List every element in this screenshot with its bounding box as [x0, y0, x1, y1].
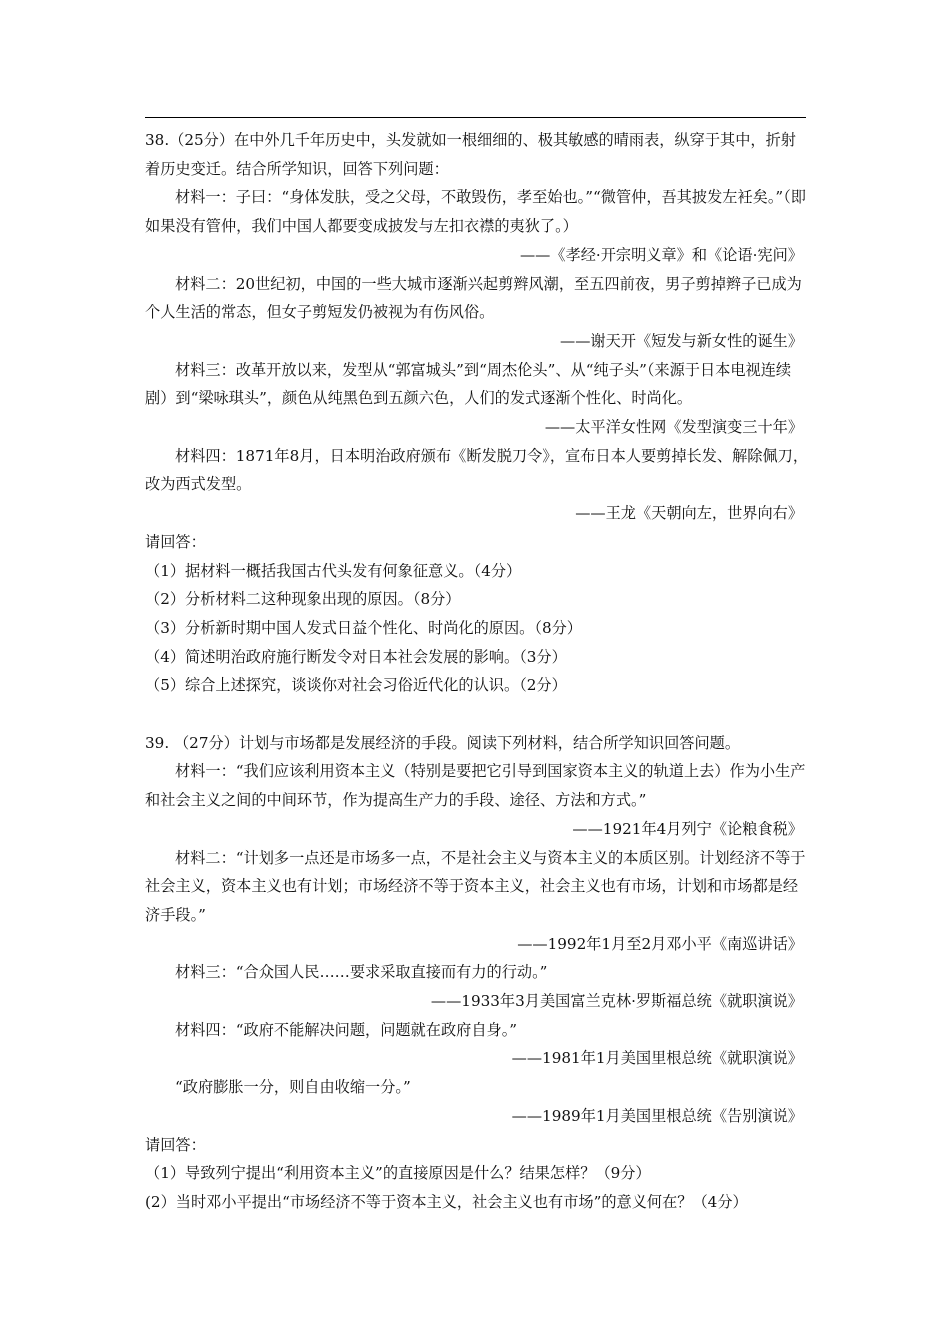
q38-stem: 38.（25分）在中外几千年历史中，头发就如一根细细的、极其敏感的晴雨表，纵穿于其中，折射着历史变迁。结合所学知识，回答下列问题： — [145, 131, 796, 178]
q39-material-4-quote-2: “政府膨胀一分，则自由收缩一分。” — [175, 1078, 411, 1097]
q39-material-3-source: ——1933年3月美国富兰克林·罗斯福总统《就职演说》 — [430, 992, 803, 1011]
q39-material-2-source: ——1992年1月至2月邓小平《南巡讲话》 — [517, 934, 803, 953]
q38-material-4-source: ——王龙《天朝向左，世界向右》 — [575, 504, 803, 523]
q38-material-2-source: ——谢天开《短发与新女性的诞生》 — [560, 331, 803, 350]
q38-question-5: （5）综合上述探究，谈谈你对社会习俗近代化的认识。（2分） — [145, 676, 567, 695]
q39-material-4-quote-2-source: ——1989年1月美国里根总统《告别演说》 — [511, 1106, 803, 1125]
q39-stem: 39. （27分）计划与市场都是发展经济的手段。阅读下列材料，结合所学知识回答问题。 — [145, 733, 741, 752]
q39-material-1-source: ——1921年4月列宁《论粮食税》 — [572, 819, 803, 838]
q39-material-1: 材料一：“我们应该利用资本主义（特别是要把它引导到国家资本主义的轨道上去）作为小生产和社会主义之间的中间环节，作为提高生产力的手段、途径、方法和方式。” — [145, 762, 806, 810]
q38-ask: 请回答： — [145, 532, 206, 551]
q38-material-4: 材料四：1871年8月，日本明治政府颁布《断发脱刀令》，宣布日本人要剪掉长发、解除佩刀，改为西式发型。 — [145, 446, 809, 494]
q38-material-3-source: ——太平洋女性网《发型演变三十年》 — [544, 418, 803, 437]
q38-material-1: 材料一：子曰：“身体发肤，受之父母，不敢毁伤，孝至始也。”“微管仲，吾其披发左衽矣。”（即如果没有管仲，我们中国人都要变成披发与左扣衣襟的夷狄了。） — [145, 188, 806, 236]
section-gap — [145, 700, 809, 729]
q38-question-1: （1）据材料一概括我国古代头发有何象征意义。（4分） — [145, 561, 522, 580]
header-rule — [145, 117, 806, 118]
q39-material-2: 材料二：“计划多一点还是市场多一点，不是社会主义与资本主义的本质区别。计划经济不等于社会主义，资本主义也有计划；市场经济不等于资本主义，社会主义也有市场，计划和市场都是经济手段。” — [145, 848, 806, 924]
document-body — [145, 126, 809, 1217]
q38-material-3: 材料三：改革开放以来，发型从“郭富城头”到“周杰伦头”、从“纯子头”（来源于日本电视连续剧）到“梁咏琪头”，颜色从纯黑色到五颜六色，人们的发式逐渐个性化、时尚化。 — [145, 360, 792, 408]
q39-material-4: 材料四：“政府不能解决问题，问题就在政府自身。” — [175, 1020, 518, 1039]
q39-question-1: （1）导致列宁提出“利用资本主义”的直接原因是什么？结果怎样？（9分） — [145, 1164, 651, 1183]
q39-ask: 请回答： — [145, 1135, 206, 1154]
q38-material-1-source: ——《孝经·开宗明义章》和《论语·宪问》 — [519, 245, 803, 264]
q39-material-3: 材料三：“合众国人民……要求采取直接而有力的行动。” — [175, 963, 548, 982]
q39-question-2: (2）当时邓小平提出“市场经济不等于资本主义，社会主义也有市场”的意义何在？（4分） — [145, 1193, 748, 1211]
q38-question-3: （3）分析新时期中国人发式日益个性化、时尚化的原因。（8分） — [145, 618, 582, 637]
q39-material-4-source: ——1981年1月美国里根总统《就职演说》 — [511, 1049, 803, 1068]
q38-material-2: 材料二：20世纪初，中国的一些大城市逐渐兴起剪辫风潮，至五四前夜，男子剪掉辫子已成为个人生活的常态，但女子剪短发仍被视为有伤风俗。 — [145, 274, 802, 322]
q38-question-2: （2）分析材料二这种现象出现的原因。（8分） — [145, 590, 461, 609]
q38-question-4: （4）简述明治政府施行断发令对日本社会发展的影响。（3分） — [145, 647, 567, 666]
